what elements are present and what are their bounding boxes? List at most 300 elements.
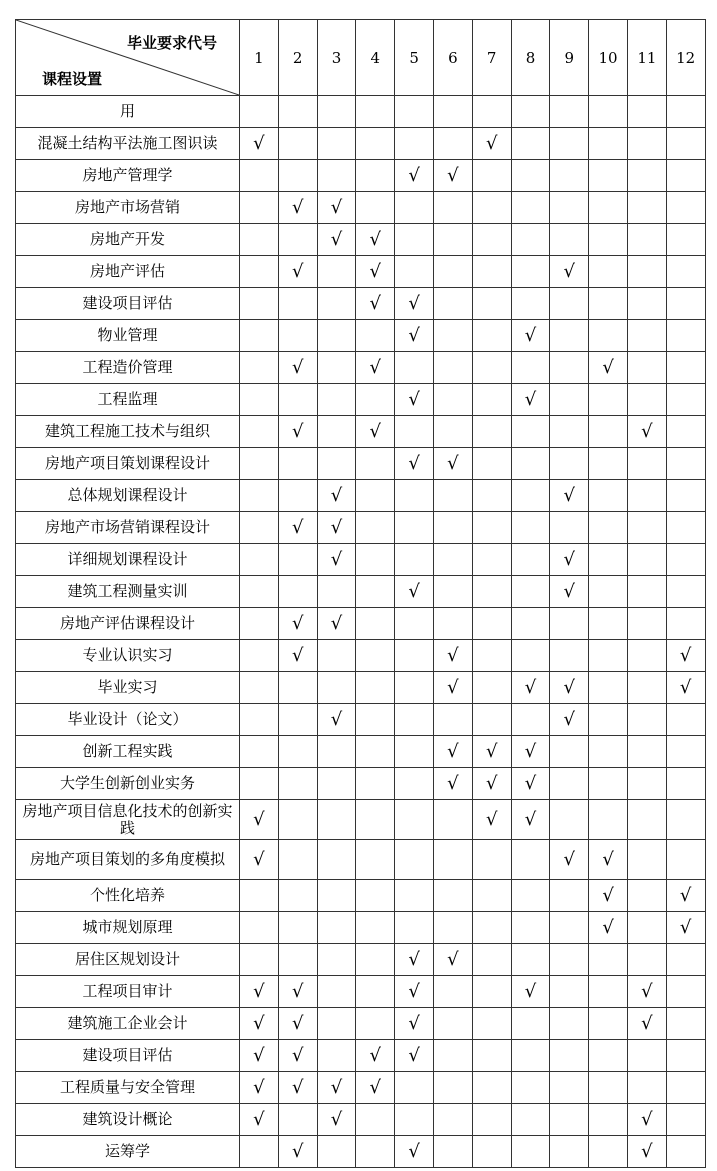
empty-cell [395, 224, 434, 256]
course-row [16, 1072, 706, 1104]
empty-cell [278, 840, 317, 880]
check-mark: √ [356, 256, 395, 288]
empty-cell [550, 352, 589, 384]
empty-cell [278, 96, 317, 128]
check-mark: √ [278, 1136, 317, 1168]
empty-cell [395, 608, 434, 640]
course-name: 建筑施工企业会计 [16, 1008, 240, 1040]
empty-cell [589, 416, 628, 448]
course-name: 房地产评估 [16, 256, 240, 288]
empty-cell [472, 576, 511, 608]
empty-cell [627, 160, 666, 192]
empty-cell [472, 976, 511, 1008]
empty-cell [240, 768, 279, 800]
check-mark: √ [550, 576, 589, 608]
empty-cell [589, 96, 628, 128]
empty-cell [472, 352, 511, 384]
empty-cell [511, 96, 550, 128]
empty-cell [240, 384, 279, 416]
check-mark: √ [240, 800, 279, 840]
empty-cell [589, 640, 628, 672]
course-row [16, 512, 706, 544]
empty-cell [666, 768, 705, 800]
empty-cell [627, 800, 666, 840]
check-mark: √ [511, 976, 550, 1008]
check-mark: √ [666, 640, 705, 672]
empty-cell [395, 912, 434, 944]
empty-cell [666, 224, 705, 256]
empty-cell [627, 608, 666, 640]
empty-cell [395, 96, 434, 128]
empty-cell [240, 576, 279, 608]
check-mark: √ [395, 1040, 434, 1072]
course-row [16, 880, 706, 912]
empty-cell [317, 288, 356, 320]
check-mark: √ [317, 608, 356, 640]
empty-cell [472, 1136, 511, 1168]
empty-cell [356, 1136, 395, 1168]
course-name: 大学生创新创业实务 [16, 768, 240, 800]
empty-cell [317, 1136, 356, 1168]
empty-cell [395, 704, 434, 736]
empty-cell [356, 320, 395, 352]
empty-cell [589, 976, 628, 1008]
check-mark: √ [278, 608, 317, 640]
empty-cell [666, 192, 705, 224]
check-mark: √ [666, 880, 705, 912]
empty-cell [666, 352, 705, 384]
empty-cell [589, 944, 628, 976]
empty-cell [511, 224, 550, 256]
empty-cell [511, 480, 550, 512]
empty-cell [278, 160, 317, 192]
check-mark: √ [550, 544, 589, 576]
course-name: 创新工程实践 [16, 736, 240, 768]
empty-cell [666, 288, 705, 320]
empty-cell [511, 288, 550, 320]
empty-cell [433, 976, 472, 1008]
course-name: 工程质量与安全管理 [16, 1072, 240, 1104]
empty-cell [627, 704, 666, 736]
check-mark: √ [627, 976, 666, 1008]
empty-cell [511, 576, 550, 608]
course-row [16, 288, 706, 320]
empty-cell [240, 704, 279, 736]
check-mark: √ [627, 416, 666, 448]
check-mark: √ [589, 840, 628, 880]
course-row [16, 320, 706, 352]
course-name: 建设项目评估 [16, 288, 240, 320]
requirement-number: 2 [278, 20, 317, 96]
empty-cell [240, 288, 279, 320]
empty-cell [589, 704, 628, 736]
check-mark: √ [278, 640, 317, 672]
empty-cell [627, 912, 666, 944]
empty-cell [550, 800, 589, 840]
empty-cell [317, 976, 356, 1008]
check-mark: √ [511, 384, 550, 416]
requirement-number: 6 [433, 20, 472, 96]
empty-cell [240, 480, 279, 512]
empty-cell [240, 224, 279, 256]
empty-cell [627, 128, 666, 160]
empty-cell [356, 384, 395, 416]
empty-cell [472, 704, 511, 736]
empty-cell [395, 544, 434, 576]
empty-cell [666, 944, 705, 976]
empty-cell [550, 640, 589, 672]
empty-cell [472, 672, 511, 704]
course-name: 建筑设计概论 [16, 1104, 240, 1136]
empty-cell [511, 256, 550, 288]
empty-cell [433, 544, 472, 576]
check-mark: √ [395, 320, 434, 352]
course-name: 房地产开发 [16, 224, 240, 256]
empty-cell [317, 96, 356, 128]
course-name: 详细规划课程设计 [16, 544, 240, 576]
course-name: 总体规划课程设计 [16, 480, 240, 512]
empty-cell [433, 800, 472, 840]
empty-cell [240, 416, 279, 448]
empty-cell [627, 96, 666, 128]
empty-cell [666, 416, 705, 448]
empty-cell [627, 320, 666, 352]
empty-cell [666, 1104, 705, 1136]
empty-cell [550, 96, 589, 128]
course-row [16, 544, 706, 576]
empty-cell [240, 192, 279, 224]
course-setting-label: 课程设置 [42, 70, 103, 88]
empty-cell [472, 1072, 511, 1104]
empty-cell [472, 96, 511, 128]
empty-cell [356, 1008, 395, 1040]
empty-cell [317, 640, 356, 672]
course-name: 房地产评估课程设计 [16, 608, 240, 640]
empty-cell [356, 128, 395, 160]
empty-cell [356, 976, 395, 1008]
check-mark: √ [395, 944, 434, 976]
empty-cell [666, 544, 705, 576]
empty-cell [627, 840, 666, 880]
empty-cell [395, 1072, 434, 1104]
empty-cell [356, 800, 395, 840]
check-mark: √ [472, 736, 511, 768]
empty-cell [627, 576, 666, 608]
check-mark: √ [278, 1072, 317, 1104]
empty-cell [395, 128, 434, 160]
empty-cell [433, 224, 472, 256]
course-row [16, 384, 706, 416]
empty-cell [317, 880, 356, 912]
empty-cell [317, 320, 356, 352]
course-row [16, 192, 706, 224]
corner-header-cell [16, 20, 240, 96]
empty-cell [589, 544, 628, 576]
empty-cell [666, 1072, 705, 1104]
empty-cell [589, 672, 628, 704]
check-mark: √ [278, 256, 317, 288]
empty-cell [627, 384, 666, 416]
course-name: 工程造价管理 [16, 352, 240, 384]
check-mark: √ [317, 704, 356, 736]
empty-cell [433, 704, 472, 736]
course-row [16, 160, 706, 192]
course-name: 建筑工程施工技术与组织 [16, 416, 240, 448]
check-mark: √ [317, 1072, 356, 1104]
empty-cell [511, 352, 550, 384]
check-mark: √ [395, 384, 434, 416]
empty-cell [589, 256, 628, 288]
empty-cell [550, 224, 589, 256]
empty-cell [317, 128, 356, 160]
course-row [16, 704, 706, 736]
empty-cell [589, 1136, 628, 1168]
empty-cell [627, 672, 666, 704]
empty-cell [511, 1040, 550, 1072]
empty-cell [240, 448, 279, 480]
empty-cell [317, 800, 356, 840]
empty-cell [240, 672, 279, 704]
requirement-number: 11 [627, 20, 666, 96]
empty-cell [395, 352, 434, 384]
empty-cell [395, 640, 434, 672]
course-row [16, 840, 706, 880]
check-mark: √ [433, 448, 472, 480]
empty-cell [589, 384, 628, 416]
course-row [16, 944, 706, 976]
check-mark: √ [317, 480, 356, 512]
check-mark: √ [240, 1040, 279, 1072]
course-row [16, 640, 706, 672]
empty-cell [317, 352, 356, 384]
empty-cell [550, 384, 589, 416]
empty-cell [550, 976, 589, 1008]
empty-cell [472, 384, 511, 416]
empty-cell [589, 1072, 628, 1104]
requirement-number: 1 [240, 20, 279, 96]
empty-cell [395, 416, 434, 448]
empty-cell [395, 840, 434, 880]
requirement-number: 5 [395, 20, 434, 96]
course-requirement-matrix [15, 19, 706, 1168]
empty-cell [278, 480, 317, 512]
empty-cell [666, 976, 705, 1008]
empty-cell [317, 160, 356, 192]
empty-cell [356, 608, 395, 640]
empty-cell [666, 608, 705, 640]
check-mark: √ [395, 1008, 434, 1040]
empty-cell [240, 608, 279, 640]
empty-cell [666, 736, 705, 768]
empty-cell [589, 768, 628, 800]
empty-cell [472, 880, 511, 912]
empty-cell [356, 704, 395, 736]
empty-cell [472, 160, 511, 192]
empty-cell [433, 480, 472, 512]
empty-cell [278, 736, 317, 768]
empty-cell [472, 544, 511, 576]
course-row [16, 976, 706, 1008]
empty-cell [356, 944, 395, 976]
check-mark: √ [317, 1104, 356, 1136]
course-row [16, 256, 706, 288]
empty-cell [317, 1008, 356, 1040]
empty-cell [240, 736, 279, 768]
empty-cell [627, 880, 666, 912]
empty-cell [511, 912, 550, 944]
empty-cell [395, 192, 434, 224]
empty-cell [666, 1008, 705, 1040]
check-mark: √ [511, 320, 550, 352]
course-row [16, 800, 706, 840]
empty-cell [550, 288, 589, 320]
empty-cell [356, 672, 395, 704]
empty-cell [472, 944, 511, 976]
empty-cell [550, 416, 589, 448]
check-mark: √ [356, 1072, 395, 1104]
empty-cell [356, 1104, 395, 1136]
empty-cell [666, 1136, 705, 1168]
course-row [16, 1008, 706, 1040]
empty-cell [278, 672, 317, 704]
empty-cell [627, 448, 666, 480]
empty-cell [511, 944, 550, 976]
requirement-number: 4 [356, 20, 395, 96]
empty-cell [356, 512, 395, 544]
empty-cell [666, 800, 705, 840]
course-row [16, 768, 706, 800]
empty-cell [278, 880, 317, 912]
empty-cell [395, 1104, 434, 1136]
empty-cell [666, 384, 705, 416]
check-mark: √ [511, 736, 550, 768]
empty-cell [589, 288, 628, 320]
check-mark: √ [395, 976, 434, 1008]
check-mark: √ [240, 976, 279, 1008]
course-name: 建设项目评估 [16, 1040, 240, 1072]
course-row [16, 1136, 706, 1168]
empty-cell [550, 1072, 589, 1104]
check-mark: √ [278, 512, 317, 544]
empty-cell [433, 1104, 472, 1136]
empty-cell [627, 1072, 666, 1104]
empty-cell [240, 880, 279, 912]
empty-cell [589, 800, 628, 840]
empty-cell [627, 224, 666, 256]
check-mark: √ [278, 192, 317, 224]
check-mark: √ [433, 768, 472, 800]
empty-cell [278, 768, 317, 800]
empty-cell [472, 912, 511, 944]
empty-cell [627, 544, 666, 576]
empty-cell [433, 96, 472, 128]
course-row [16, 1040, 706, 1072]
check-mark: √ [550, 256, 589, 288]
requirement-number: 8 [511, 20, 550, 96]
empty-cell [550, 1136, 589, 1168]
empty-cell [240, 352, 279, 384]
empty-cell [278, 544, 317, 576]
empty-cell [240, 944, 279, 976]
empty-cell [472, 256, 511, 288]
empty-cell [666, 256, 705, 288]
empty-cell [627, 640, 666, 672]
empty-cell [627, 736, 666, 768]
empty-cell [472, 416, 511, 448]
empty-cell [395, 672, 434, 704]
course-row [16, 576, 706, 608]
empty-cell [589, 1104, 628, 1136]
check-mark: √ [278, 976, 317, 1008]
empty-cell [589, 160, 628, 192]
empty-cell [627, 192, 666, 224]
empty-cell [550, 768, 589, 800]
empty-cell [433, 288, 472, 320]
empty-cell [356, 768, 395, 800]
empty-cell [433, 576, 472, 608]
empty-cell [511, 704, 550, 736]
requirement-number: 3 [317, 20, 356, 96]
empty-cell [240, 1136, 279, 1168]
check-mark: √ [433, 736, 472, 768]
empty-cell [511, 608, 550, 640]
empty-cell [550, 512, 589, 544]
empty-cell [511, 448, 550, 480]
check-mark: √ [356, 1040, 395, 1072]
empty-cell [433, 416, 472, 448]
course-name: 房地产项目策划的多角度模拟 [16, 840, 240, 880]
course-name: 个性化培养 [16, 880, 240, 912]
course-name: 城市规划原理 [16, 912, 240, 944]
empty-cell [511, 544, 550, 576]
check-mark: √ [356, 224, 395, 256]
empty-cell [511, 880, 550, 912]
empty-cell [472, 1040, 511, 1072]
empty-cell [317, 576, 356, 608]
empty-cell [472, 224, 511, 256]
empty-cell [472, 640, 511, 672]
empty-cell [511, 1072, 550, 1104]
empty-cell [433, 256, 472, 288]
course-row [16, 448, 706, 480]
empty-cell [589, 1008, 628, 1040]
check-mark: √ [511, 768, 550, 800]
empty-cell [550, 880, 589, 912]
empty-cell [666, 704, 705, 736]
empty-cell [511, 416, 550, 448]
empty-cell [356, 544, 395, 576]
check-mark: √ [550, 480, 589, 512]
check-mark: √ [666, 912, 705, 944]
check-mark: √ [317, 192, 356, 224]
check-mark: √ [395, 288, 434, 320]
empty-cell [472, 1104, 511, 1136]
empty-cell [589, 608, 628, 640]
empty-cell [550, 736, 589, 768]
empty-cell [356, 160, 395, 192]
empty-cell [317, 448, 356, 480]
empty-cell [666, 320, 705, 352]
course-name: 房地产市场营销课程设计 [16, 512, 240, 544]
course-row [16, 608, 706, 640]
empty-cell [511, 192, 550, 224]
empty-cell [278, 800, 317, 840]
empty-cell [511, 1104, 550, 1136]
course-row [16, 912, 706, 944]
empty-cell [627, 944, 666, 976]
empty-cell [433, 840, 472, 880]
empty-cell [550, 608, 589, 640]
